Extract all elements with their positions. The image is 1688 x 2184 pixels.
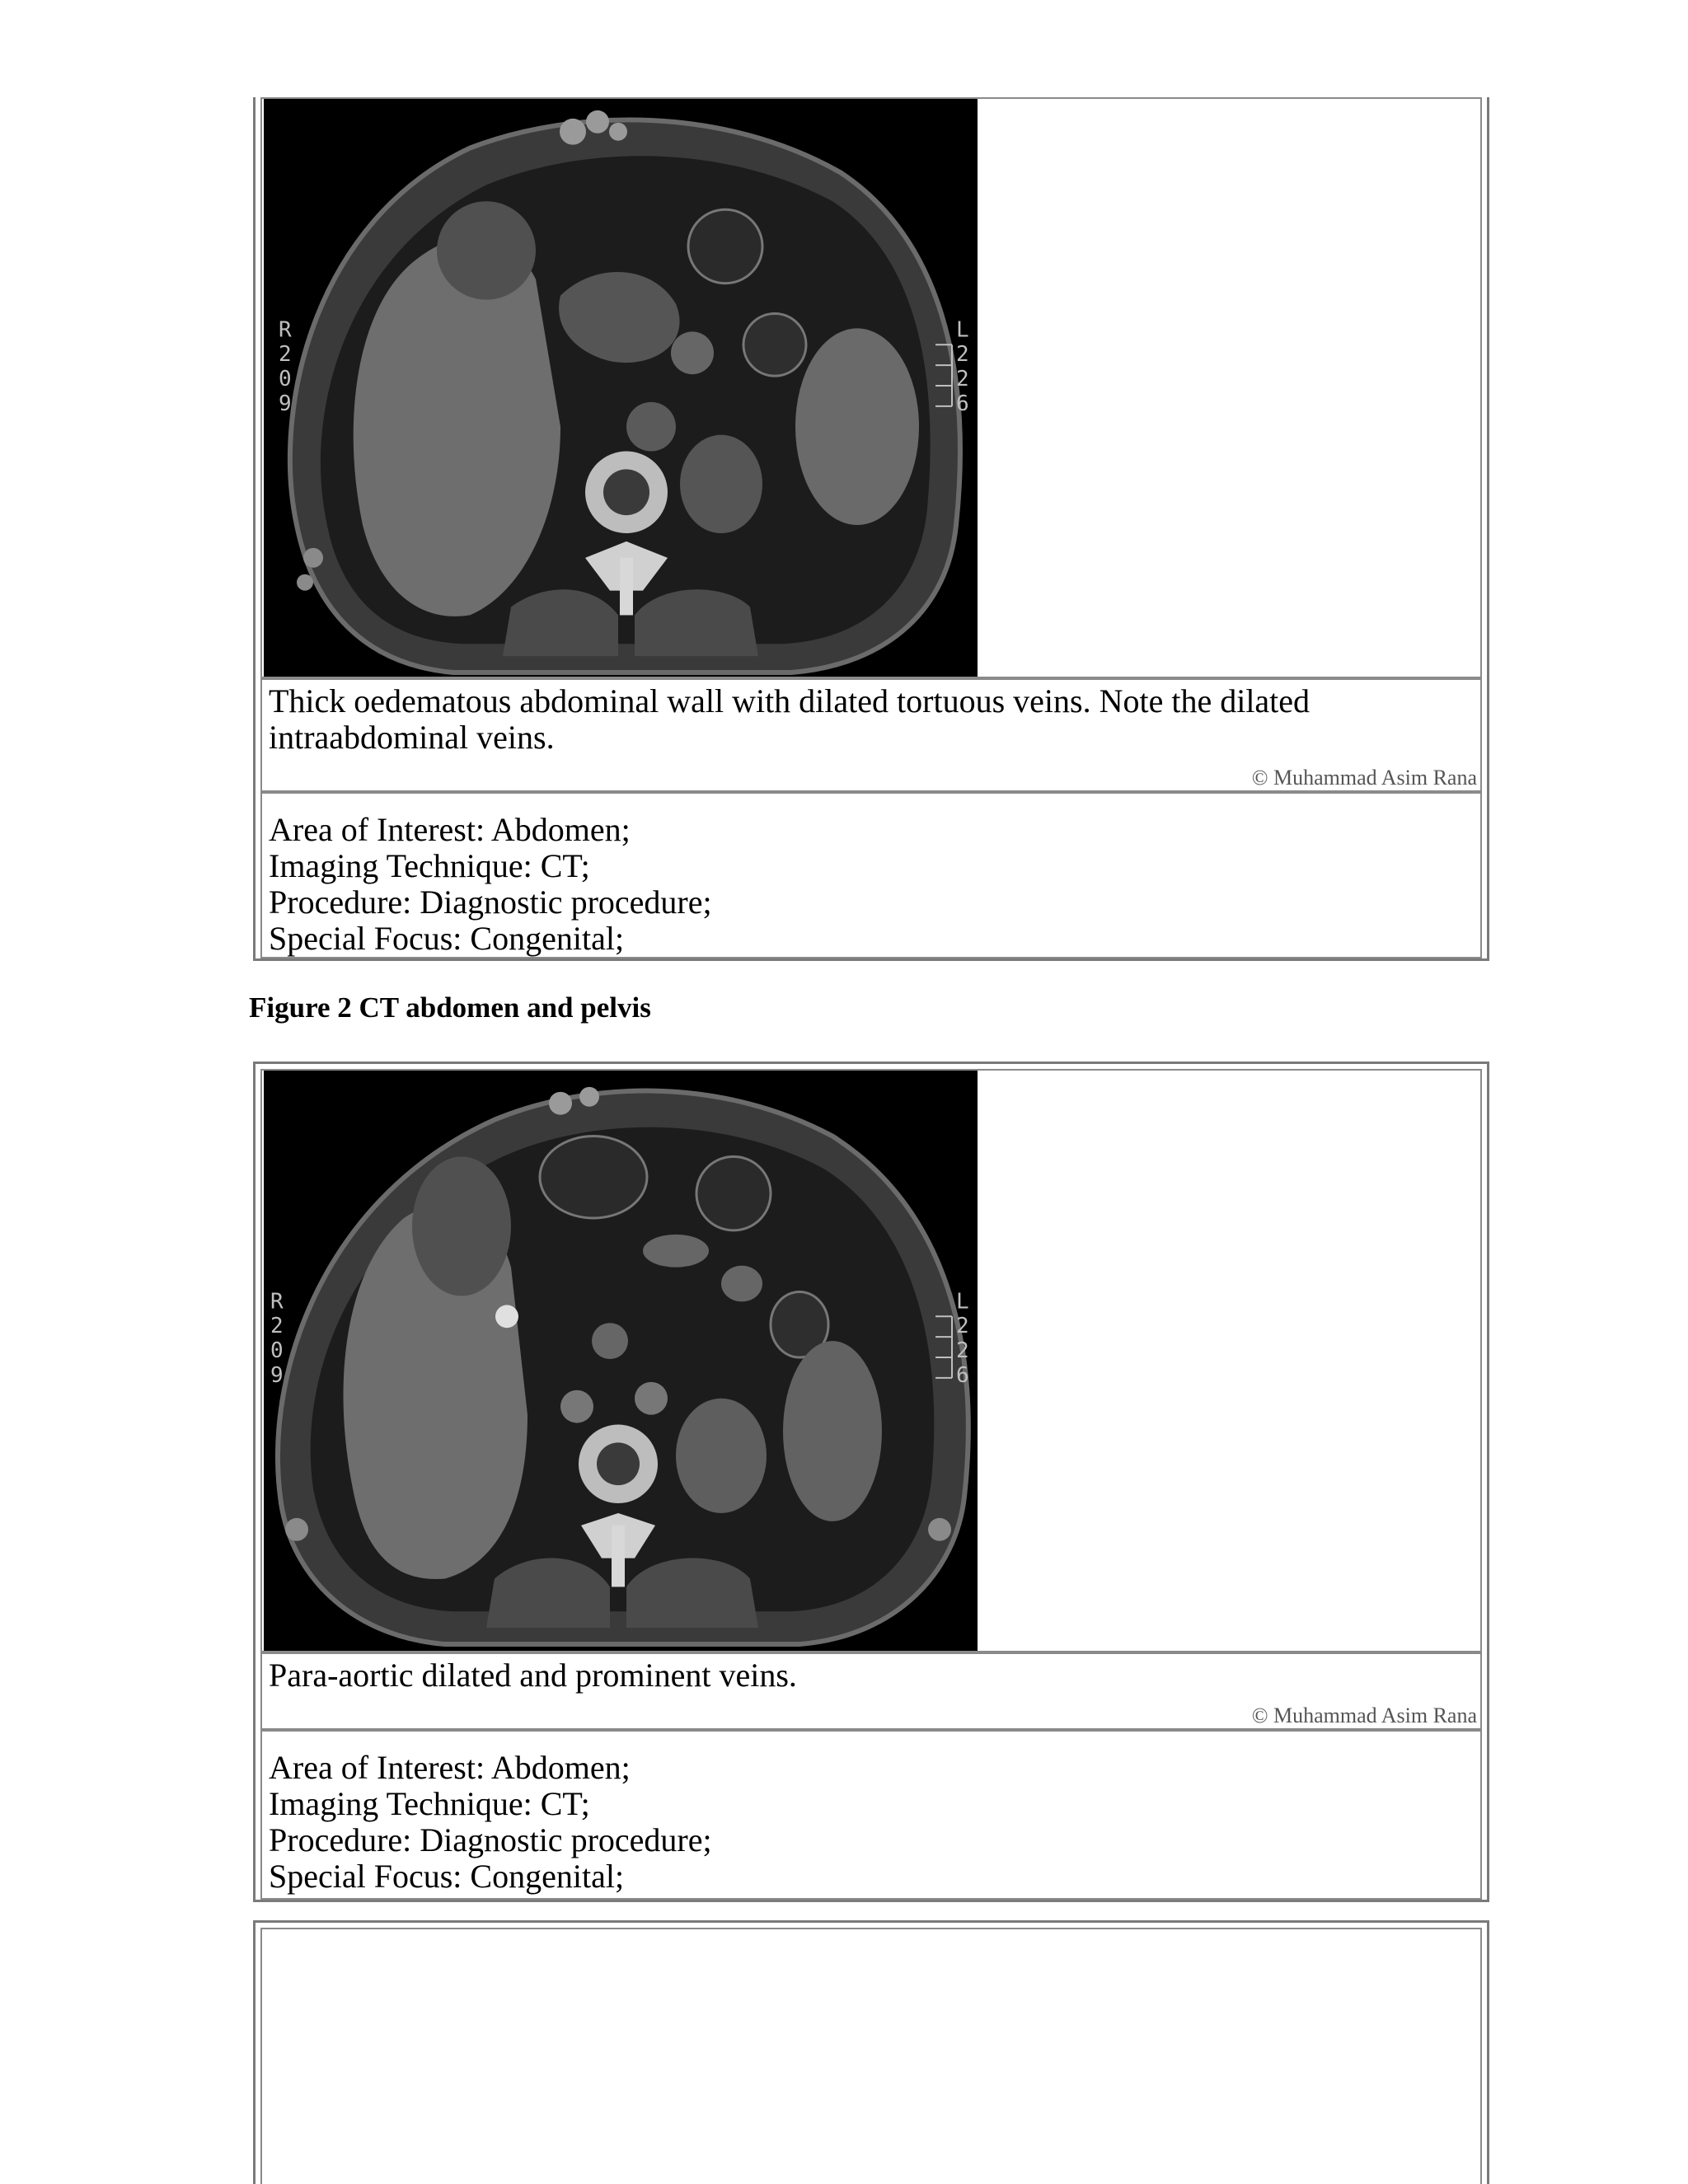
orientation-label-r-2: R: [270, 1289, 284, 1315]
orientation-label-l-digit-1: 2: [956, 342, 969, 368]
orientation-label-r-2-digit-2: 0: [270, 1338, 284, 1364]
figure-2-procedure: Procedure: Diagnostic procedure;: [269, 1821, 712, 1858]
figure-1-area-of-interest: Area of Interest: Abdomen;: [269, 811, 631, 848]
figure-1-caption: Thick oedematous abdominal wall with dilated tortuous veins. Note the dilated intraabdominal veins.: [269, 682, 1311, 756]
ct-scan-image-1: [264, 99, 978, 677]
figure-2-caption-cell: [260, 1652, 1482, 1730]
figure-3-image-cell: [260, 1928, 1482, 2184]
orientation-label-r-digit-1: 2: [279, 342, 292, 368]
figure-2-title: Figure 2 CT abdomen and pelvis: [249, 991, 651, 1024]
figure-1-imaging-technique: Imaging Technique: CT;: [269, 847, 590, 884]
figure-1-meta-cell: [260, 792, 1482, 958]
ct-scan-image-2: [264, 1071, 978, 1651]
orientation-label-r-2-digit-3: 9: [270, 1362, 284, 1388]
figure-2-imaging-technique: Imaging Technique: CT;: [269, 1785, 590, 1822]
figure-1-caption-cell: [260, 678, 1482, 792]
figure-2-meta-cell: [260, 1730, 1482, 1900]
figure-2-credit: © Muhammad Asim Rana: [1251, 1704, 1477, 1727]
figure-1-image-cell: [260, 97, 1482, 678]
orientation-label-r-digit-2: 0: [279, 367, 292, 391]
figure-2-area-of-interest: Area of Interest: Abdomen;: [269, 1749, 631, 1786]
figure-2-caption: Para-aortic dilated and prominent veins.: [269, 1657, 797, 1694]
figure-1-procedure: Procedure: Diagnostic procedure;: [269, 883, 712, 921]
figure-1-special-focus: Special Focus: Congenital;: [269, 920, 625, 957]
figure-2-table: [253, 1062, 1489, 1902]
orientation-label-r: R: [279, 317, 292, 343]
figure-2-special-focus: Special Focus: Congenital;: [269, 1858, 625, 1895]
figure-1-credit: © Muhammad Asim Rana: [1251, 766, 1477, 790]
figure-1-table: [253, 97, 1489, 961]
orientation-label-r-2-digit-1: 2: [270, 1314, 284, 1339]
orientation-label-l: L: [956, 317, 969, 343]
figure-2-image-cell: [260, 1069, 1482, 1652]
orientation-label-r-digit-3: 9: [279, 391, 292, 416]
orientation-label-l-digit-2: 2: [956, 367, 969, 391]
orientation-label-l-2: L: [956, 1289, 969, 1315]
figure-3-table-partial: [253, 1920, 1489, 2184]
orientation-label-l-digit-3: 6: [956, 391, 969, 416]
orientation-label-l-2-digit-2: 2: [956, 1338, 969, 1364]
orientation-label-l-2-digit-1: 2: [956, 1314, 969, 1339]
orientation-label-l-2-digit-3: 6: [956, 1362, 969, 1388]
